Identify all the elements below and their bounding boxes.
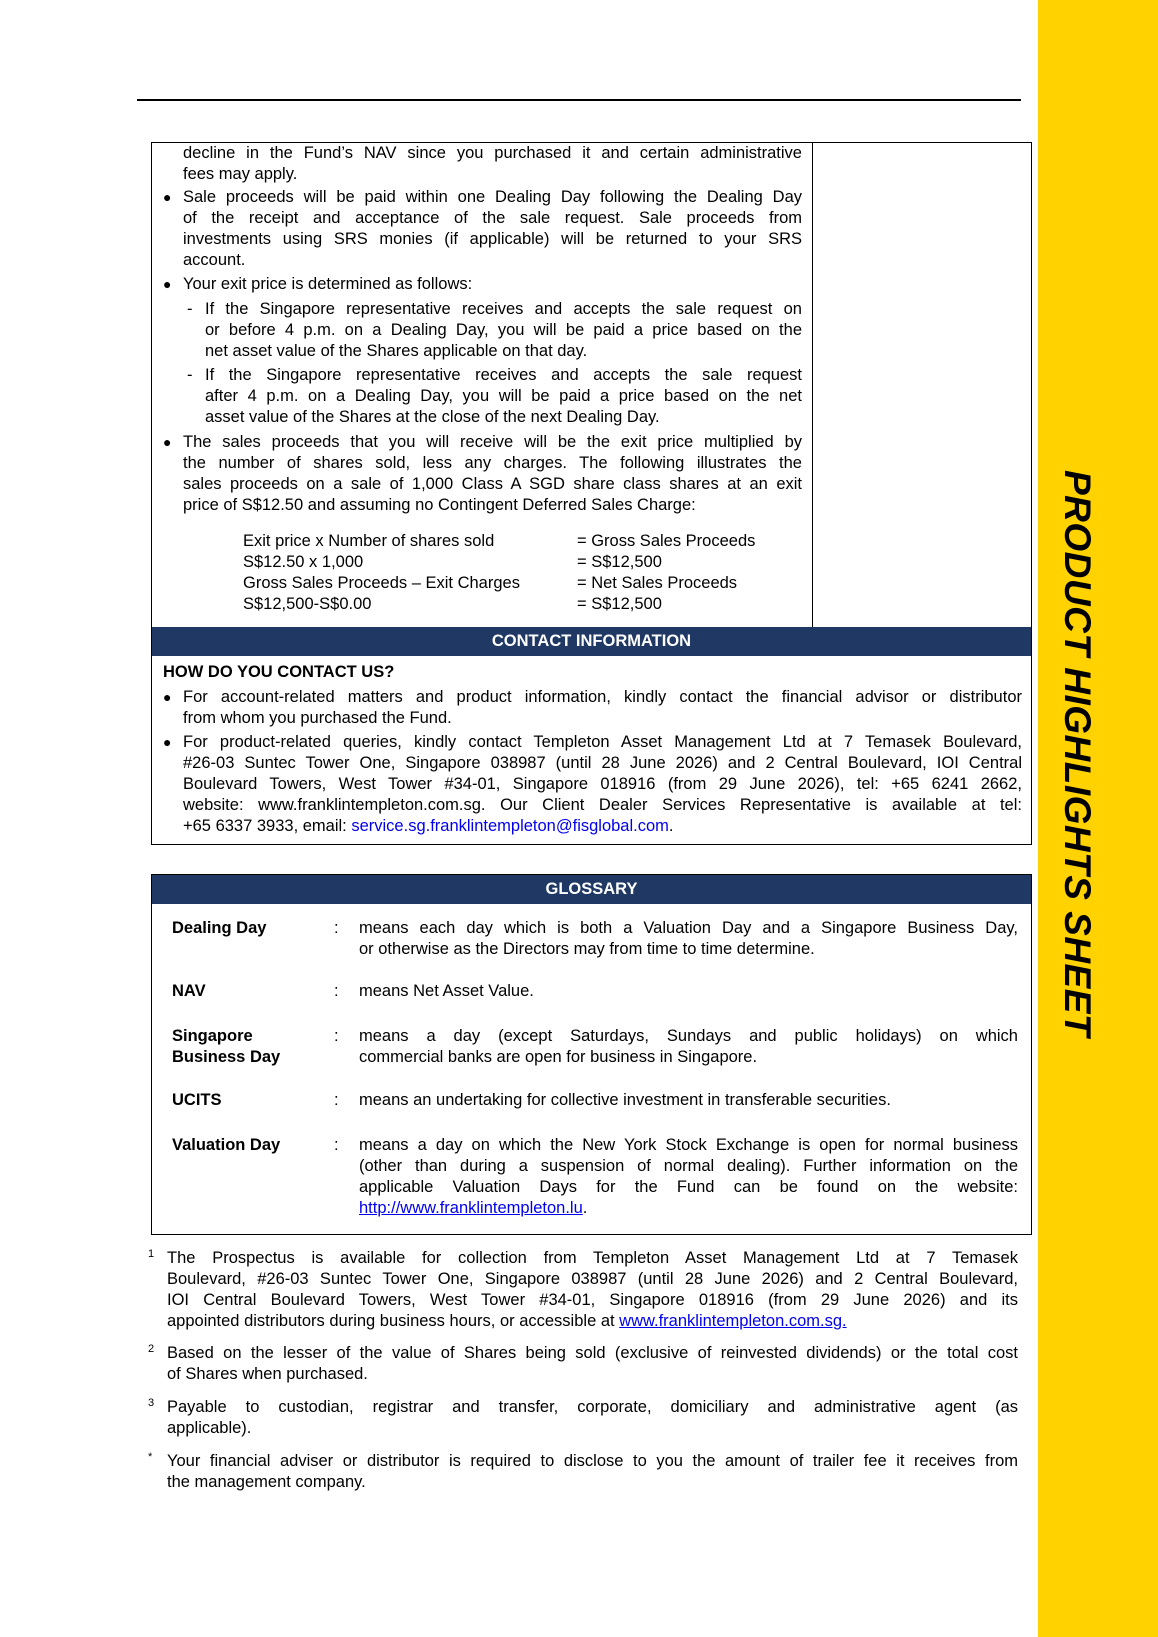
text-line: or before 4 p.m. on a Dealing Day, you will be paid a price based on the bbox=[205, 321, 802, 339]
definition-line: applicable Valuation Days for the Fund can be found on the website: bbox=[359, 1178, 1018, 1196]
dash-marker: - bbox=[187, 366, 193, 384]
text-line: decline in the Fund’s NAV since you purchased it and certain administrative bbox=[183, 144, 802, 162]
bullet-icon: ● bbox=[163, 434, 172, 450]
text-line: fees may apply. bbox=[183, 165, 298, 183]
glossary-term: Valuation Day bbox=[172, 1136, 281, 1154]
calc-left: Gross Sales Proceeds – Exit Charges bbox=[243, 574, 520, 592]
glossary-term: UCITS bbox=[172, 1091, 222, 1109]
footnote-line: the management company. bbox=[167, 1473, 366, 1491]
calc-left: S$12.50 x 1,000 bbox=[243, 553, 364, 571]
text-line: For account-related matters and product information, kindly contact the financial advisor or distributor bbox=[183, 688, 1022, 706]
glossary-colon: : bbox=[334, 1136, 339, 1154]
glossary-definition bbox=[359, 1135, 1018, 1219]
footnote bbox=[167, 1248, 1018, 1332]
glossary-definition bbox=[359, 1090, 1018, 1111]
term-line: Singapore bbox=[172, 1027, 253, 1045]
text-line: asset value of the Shares at the close of the next Dealing Day. bbox=[205, 408, 660, 426]
text-line: after 4 p.m. on a Dealing Day, you will be paid a price based on the net bbox=[205, 387, 802, 405]
glossary-definition bbox=[359, 981, 1018, 1002]
glossary-term: Dealing Day bbox=[172, 919, 267, 937]
bullet-icon: ● bbox=[163, 189, 172, 205]
glossary-definition bbox=[359, 1026, 1018, 1068]
text-line: If the Singapore representative receives and accepts the sale request bbox=[205, 366, 802, 384]
calc-left: S$12,500-S$0.00 bbox=[243, 595, 372, 613]
footnote-marker: 2 bbox=[148, 1343, 155, 1355]
text-fragment: +65 6337 3933, email: bbox=[183, 817, 352, 835]
header-rule bbox=[137, 99, 1021, 101]
definition-line: or otherwise as the Directors may from time to time determine. bbox=[359, 940, 815, 958]
website-link[interactable]: www.franklintempleton.com.sg. bbox=[619, 1312, 847, 1330]
definition-line: commercial banks are open for business in Singapore. bbox=[359, 1048, 758, 1066]
calc-right: = Gross Sales Proceeds bbox=[577, 532, 756, 550]
bullet-icon: ● bbox=[163, 734, 172, 750]
definition-line: means a day on which the New York Stock Exchange is open for normal business bbox=[359, 1136, 1018, 1154]
glossary-header: GLOSSARY bbox=[152, 875, 1031, 904]
footnote-line: Boulevard, #26-03 Suntec Tower One, Singapore 038987 (until 28 June 2026) and 2 Central Boulevard, bbox=[167, 1270, 1018, 1288]
footnote-line: IOI Central Boulevard Towers, West Tower #34-01, Singapore 018916 (from 29 June 2026) and its bbox=[167, 1291, 1018, 1309]
footnote-line: of Shares when purchased. bbox=[167, 1365, 368, 1383]
calc-right: = S$12,500 bbox=[577, 595, 662, 613]
footnote bbox=[167, 1451, 1018, 1493]
text-line: Your exit price is determined as follows: bbox=[183, 275, 473, 293]
contact-question: HOW DO YOU CONTACT US? bbox=[163, 663, 395, 681]
footnote-line: applicable). bbox=[167, 1419, 252, 1437]
glossary-colon: : bbox=[334, 982, 339, 1000]
contact-header: CONTACT INFORMATION bbox=[152, 627, 1031, 656]
text-line: For product-related queries, kindly contact Templeton Asset Management Ltd at 7 Temasek Boulevard, bbox=[183, 733, 1022, 751]
footnote bbox=[167, 1397, 1018, 1439]
text-fragment: appointed distributors during business hours, or accessible at bbox=[167, 1312, 620, 1330]
text-line: The sales proceeds that you will receive will be the exit price multiplied by bbox=[183, 433, 802, 451]
text-line: website: www.franklintempleton.com.sg. Our Client Dealer Services Representative is available at tel: bbox=[183, 796, 1022, 814]
text-fragment: . bbox=[668, 817, 674, 835]
calc-right: = Net Sales Proceeds bbox=[577, 574, 738, 592]
bullet-icon: ● bbox=[163, 689, 172, 705]
calc-right: = S$12,500 bbox=[577, 553, 662, 571]
text-fragment: . bbox=[582, 1199, 588, 1217]
dash-marker: - bbox=[187, 300, 193, 318]
text-line: price of S$12.50 and assuming no Contingent Deferred Sales Charge: bbox=[183, 496, 696, 514]
footnote-line: Based on the lesser of the value of Shares being sold (exclusive of reinvested dividends) or the total cost bbox=[167, 1344, 1018, 1362]
glossary-term bbox=[172, 1026, 280, 1068]
text-line: Boulevard Towers, West Tower #34-01, Singapore 018916 (from 29 June 2026), tel: +65 6241 2662, bbox=[183, 775, 1022, 793]
text-line: investments using SRS monies (if applicable) will be returned to your SRS bbox=[183, 230, 802, 248]
definition-line: means a day (except Saturdays, Sundays and public holidays) on which bbox=[359, 1027, 1018, 1045]
glossary-colon: : bbox=[334, 1027, 339, 1045]
text-line: account. bbox=[183, 251, 246, 269]
redemption-contact-box bbox=[151, 142, 1032, 845]
website-link[interactable]: http://www.franklintempleton.lu bbox=[359, 1199, 583, 1217]
calc-left: Exit price x Number of shares sold bbox=[243, 532, 495, 550]
glossary-box bbox=[151, 874, 1032, 1235]
glossary-colon: : bbox=[334, 919, 339, 937]
text-line: from whom you purchased the Fund. bbox=[183, 709, 452, 727]
bullet-icon: ● bbox=[163, 276, 172, 292]
footnote-marker: 3 bbox=[148, 1397, 155, 1409]
sidebar-title: PRODUCT HIGHLIGHTS SHEET bbox=[1057, 470, 1098, 1038]
text-line: the number of shares sold, less any charges. The following illustrates the bbox=[183, 454, 802, 472]
text-line: of the receipt and acceptance of the sale request. Sale proceeds from bbox=[183, 209, 802, 227]
text-line: sales proceeds on a sale of 1,000 Class A SGD share class shares at an exit bbox=[183, 475, 802, 493]
glossary-term: NAV bbox=[172, 982, 206, 1000]
glossary-definition bbox=[359, 918, 1018, 960]
column-divider bbox=[812, 143, 813, 628]
footnote-line bbox=[167, 1311, 1018, 1332]
footnote-marker: 1 bbox=[148, 1248, 155, 1260]
text-line: Sale proceeds will be paid within one Dealing Day following the Dealing Day bbox=[183, 188, 802, 206]
definition-line: means Net Asset Value. bbox=[359, 982, 534, 1000]
text-line bbox=[183, 816, 674, 837]
text-line: If the Singapore representative receives and accepts the sale request on bbox=[205, 300, 802, 318]
term-line: Business Day bbox=[172, 1048, 281, 1066]
text-line: net asset value of the Shares applicable on that day. bbox=[205, 342, 588, 360]
footnote bbox=[167, 1343, 1018, 1385]
text-line: #26-03 Suntec Tower One, Singapore 038987 (until 28 June 2026) and 2 Central Boulevard, IOI Central bbox=[183, 754, 1022, 772]
glossary-colon: : bbox=[334, 1091, 339, 1109]
definition-line bbox=[359, 1198, 1018, 1219]
definition-line: means each day which is both a Valuation Day and a Singapore Business Day, bbox=[359, 919, 1018, 937]
footnote-line: The Prospectus is available for collection from Templeton Asset Management Ltd at 7 Temasek bbox=[167, 1249, 1018, 1267]
footnote-line: Your financial adviser or distributor is required to disclose to you the amount of trailer fee it receives from bbox=[167, 1452, 1018, 1470]
email-link[interactable]: service.sg.franklintempleton@fisglobal.com bbox=[351, 817, 669, 835]
footnote-line: Payable to custodian, registrar and transfer, corporate, domiciliary and administrative agent (as bbox=[167, 1398, 1018, 1416]
definition-line: means an undertaking for collective investment in transferable securities. bbox=[359, 1091, 891, 1109]
footnote-marker: * bbox=[148, 1451, 153, 1463]
definition-line: (other than during a suspension of normal dealing). Further information on the bbox=[359, 1157, 1018, 1175]
